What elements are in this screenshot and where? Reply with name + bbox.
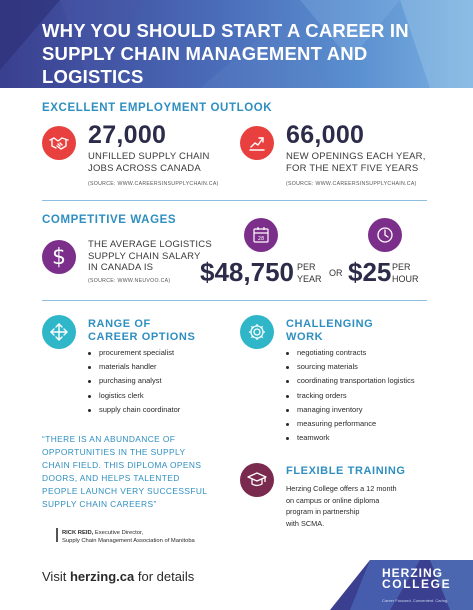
divider-1	[42, 200, 427, 201]
stat2-number: 66,000	[286, 121, 365, 149]
list-item: procurement specialist	[88, 346, 180, 360]
year-per-label: PER	[297, 262, 316, 272]
title-line-2: SUPPLY CHAIN MANAGEMENT AND LOGISTICS	[42, 43, 368, 87]
stat1-line1: UNFILLED SUPPLY CHAIN	[88, 151, 210, 162]
clock-icon	[368, 218, 402, 252]
stat1-number: 27,000	[88, 121, 167, 149]
list-item: negotiating contracts	[286, 346, 415, 360]
logo-line-1: HERZING	[382, 566, 443, 580]
list-item: sourcing materials	[286, 360, 415, 374]
challenging-heading-line2: WORK	[286, 331, 324, 343]
list-item: logistics clerk	[88, 389, 180, 403]
salary-hour-amount: $25	[348, 257, 392, 287]
handshake-icon	[42, 126, 76, 160]
quote-attribution	[62, 529, 195, 545]
hour-per-label: PER	[392, 262, 411, 272]
list-item: coordinating transportation logistics	[286, 374, 415, 388]
wages-line2: SUPPLY CHAIN SALARY	[88, 250, 201, 262]
list-item: teamwork	[286, 431, 415, 445]
training-line: Herzing College offers a 12 month	[286, 484, 397, 493]
gear-icon	[240, 315, 274, 349]
calendar-icon	[244, 218, 278, 252]
directions-arrows-icon	[42, 315, 76, 349]
logo-line-2: COLLEGE	[382, 577, 452, 591]
title-line-1: WHY YOU SHOULD START A CAREER IN	[42, 20, 409, 41]
growth-chart-icon	[240, 126, 274, 160]
list-item: supply chain coordinator	[88, 403, 180, 417]
quote-line: SUPPLY CHAIN CAREERS”	[42, 499, 157, 509]
quote-line: OPPORTUNITIES IN THE SUPPLY	[42, 447, 186, 457]
training-line: on campus or online diploma	[286, 495, 380, 505]
challenging-list	[286, 346, 415, 445]
stat1-line2: JOBS ACROSS CANADA	[88, 162, 201, 174]
wages-source: (SOURCE: WWW.NEUVOO.CA)	[88, 278, 171, 284]
herzing-logo-block	[330, 560, 473, 610]
svg-text:28: 28	[257, 236, 265, 242]
dollar-sign-icon: $	[42, 240, 76, 274]
year-unit-label: YEAR	[297, 274, 322, 284]
wages-line1: THE AVERAGE LOGISTICS	[88, 239, 212, 250]
logo-tagline: Career Focused. Convenient. Caring.	[382, 598, 449, 603]
footer-site-link[interactable]: herzing.ca	[69, 569, 135, 584]
quote-line: DOORS, AND HELPS TALENTED	[42, 473, 180, 483]
stat2-source: (SOURCE: WWW.CAREERSINSUPPLYCHAIN.CA)	[286, 181, 417, 187]
list-item: tracking orders	[286, 389, 415, 403]
quote-line: CHAIN FIELD. THIS DIPLOMA OPENS	[42, 460, 202, 470]
hour-unit-label: HOUR	[392, 274, 419, 284]
quote-author: RICK REID,	[62, 530, 94, 536]
or-label: OR	[329, 268, 343, 278]
training-heading: FLEXIBLE TRAINING	[286, 465, 406, 477]
testimonial-quote	[42, 433, 207, 511]
challenging-heading	[286, 318, 373, 344]
stat2-line1: NEW OPENINGS EACH YEAR,	[286, 151, 426, 162]
attribution-dash	[56, 528, 58, 542]
training-line: with SCMA.	[286, 518, 325, 528]
divider-2	[42, 300, 427, 301]
list-item: managing inventory	[286, 403, 415, 417]
career-options-heading	[88, 318, 195, 344]
challenging-heading-line1: CHALLENGING	[286, 318, 374, 330]
salary-hour-unit	[392, 261, 419, 285]
quote-line: “THERE IS AN ABUNDANCE OF	[42, 434, 176, 444]
stat1-caption	[88, 151, 210, 174]
herzing-logo	[382, 568, 451, 590]
footer-visit-text	[42, 569, 194, 584]
list-item: purchasing analyst	[88, 374, 180, 388]
quote-line: PEOPLE LAUNCH VERY SUCCESSFUL	[42, 486, 208, 496]
career-options-list	[88, 346, 180, 417]
career-options-heading-line2: CAREER OPTIONS	[88, 331, 196, 343]
list-item: materials handler	[88, 360, 180, 374]
footer-visit-suffix: for details	[134, 569, 195, 584]
wages-description	[88, 239, 212, 274]
salary-year-amount: $48,750	[200, 257, 294, 287]
wages-heading: COMPETITIVE WAGES	[42, 214, 177, 226]
page-title	[42, 19, 462, 88]
graduation-cap-icon	[240, 463, 274, 497]
training-description	[286, 483, 397, 529]
wages-line3: IN CANADA IS	[88, 262, 154, 273]
employment-heading: EXCELLENT EMPLOYMENT OUTLOOK	[42, 102, 273, 114]
salary-year-unit	[297, 261, 322, 285]
quote-author-org: Supply Chain Management Association of Manitoba	[62, 538, 195, 544]
career-options-heading-line1: RANGE OF	[88, 318, 151, 330]
stat1-source: (SOURCE: WWW.CAREERSINSUPPLYCHAIN.CA)	[88, 181, 219, 187]
stat2-line2: FOR THE NEXT FIVE YEARS	[286, 162, 419, 174]
stat2-caption	[286, 151, 426, 174]
quote-author-role: Executive Director,	[93, 530, 144, 536]
list-item: measuring performance	[286, 417, 415, 431]
training-line: program in partnership	[286, 507, 360, 516]
footer-visit-prefix: Visit	[42, 569, 70, 584]
